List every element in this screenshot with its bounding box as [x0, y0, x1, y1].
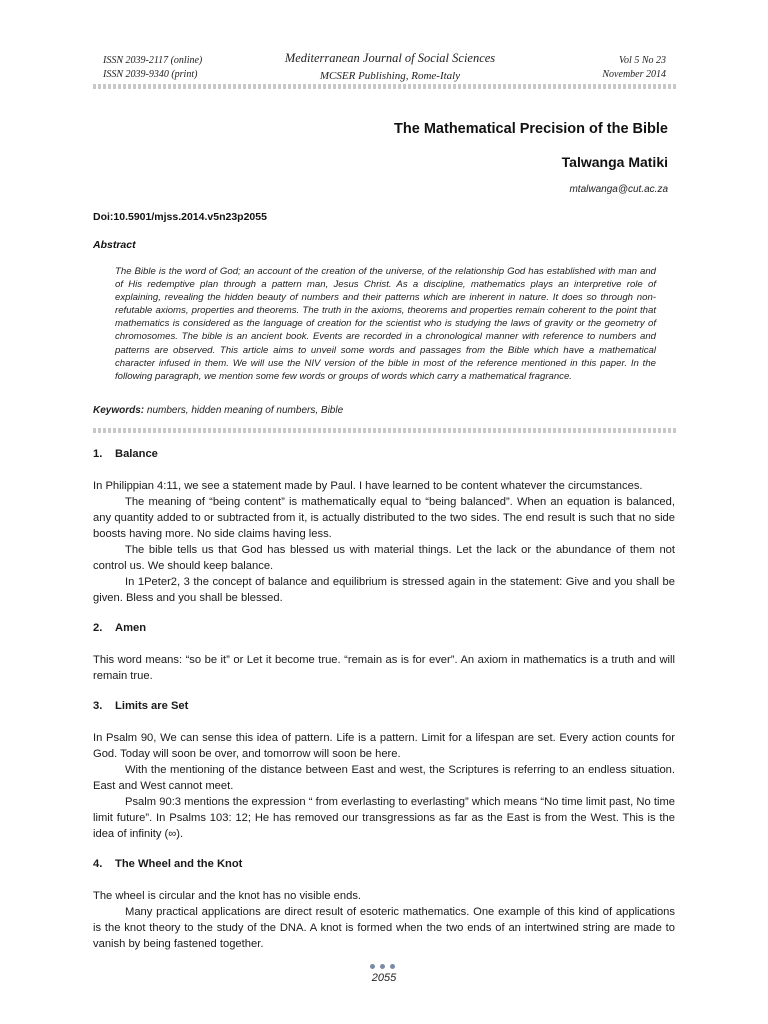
ornament-dot — [380, 964, 385, 969]
section-heading — [93, 856, 675, 872]
section-heading — [93, 698, 675, 714]
article-author: Talwanga Matiki — [561, 154, 668, 170]
abstract-text: The Bible is the word of God; an account of the creation of the universe, of the relationship God has established with man and of His redemptive plan through a pattern man, Jesus Christ. As a discipline, mathematics plays an interpretive role of explaining, revealing the hidden beauty of numbers and their patterns which are inherent in nature. It does so through non-refutable axioms, properties and theorems. The truth in the axioms, theorems and properties remain coherent to the point that mathematics is considered as the language of creation for the scientist who is studying the laws of gravity or the geometry of chromosomes. The bible is an ancient book. Events are recorded in a chronological manner with reference to numbers and patterns are observed. This article aims to unveil some words and passages from the Bible which have a mathematical character infused in them. We will use the NIV version of the bible in most of the reference mentioned in this paper. In the following paragraph, we mention some few words or groups of words which carry a mathematical fragrance. — [115, 266, 656, 382]
section-number: 2. — [93, 622, 103, 634]
article-body — [93, 446, 675, 952]
header-journal — [240, 50, 540, 84]
paragraph: The bible tells us that God has blessed us with material things. Let the lack or the abundance of them not control us. We should keep balance. — [93, 544, 675, 572]
page-ornament — [370, 964, 400, 970]
paragraph: Many practical applications are direct result of esoteric mathematics. One example of this kind of applications is the knot theory to the study of the DNA. A knot is formed when the two ends of an intertwined string are made to vanish by being fastened together. — [93, 906, 675, 950]
keywords-values: numbers, hidden meaning of numbers, Bible — [144, 405, 344, 416]
issue-date: November 2014 — [602, 69, 666, 80]
section-title: Limits are Set — [115, 700, 189, 712]
section-title: Balance — [115, 448, 158, 460]
section-title: Amen — [115, 622, 147, 634]
page-number: 2055 — [371, 972, 397, 984]
section-heading — [93, 620, 675, 636]
paragraph: This word means: “so be it” or Let it become true. “remain as is for ever”. An axiom in mathematics is a truth and will remain true. — [93, 654, 675, 682]
section-heading — [93, 446, 675, 462]
paragraph: Psalm 90:3 mentions the expression “ from everlasting to everlasting” which means “No time limit past, No time limit future”. In Psalms 103: 12; He has removed our transgressions as far as the East is from the West. This is the idea of infinity (∞). — [93, 796, 675, 840]
keywords-label: Keywords: — [93, 405, 145, 416]
section-number: 3. — [93, 700, 103, 712]
journal-name: Mediterranean Journal of Social Sciences — [284, 51, 496, 65]
publisher-name: MCSER Publishing, Rome-Italy — [319, 70, 461, 82]
header-divider — [93, 84, 677, 89]
author-email: mtalwanga@cut.ac.za — [569, 184, 668, 195]
section-number: 1. — [93, 448, 103, 460]
paragraph: The wheel is circular and the knot has no visible ends. — [93, 890, 362, 902]
section-number: 4. — [93, 858, 103, 870]
header-issn — [103, 54, 202, 82]
keywords-line — [93, 405, 343, 416]
header-issue — [602, 54, 666, 82]
paragraph: The meaning of “being content” is mathematically equal to “being balanced”. When an equation is balanced, any quantity added to or subtracted from it, is actually distributed to the two sides. The end result is such that no side boosts having more. No side claims having less. — [93, 496, 675, 540]
paragraph: In Philippian 4:11, we see a statement made by Paul. I have learned to be content whatever the circumstances. — [93, 480, 643, 492]
issn-online: ISSN 2039-2117 (online) — [103, 55, 203, 66]
abstract-heading: Abstract — [93, 239, 136, 251]
paragraph: With the mentioning of the distance between East and west, the Scriptures is referring to an endless situation. East and West cannot meet. — [93, 764, 675, 792]
issn-print: ISSN 2039-9340 (print) — [103, 69, 198, 80]
paragraph: In Psalm 90, We can sense this idea of pattern. Life is a pattern. Limit for a lifespan are set. Every action counts for God. Today will soon be over, and tomorrow will soon be here. — [93, 732, 675, 760]
article-doi: Doi:10.5901/mjss.2014.v5n23p2055 — [93, 211, 267, 223]
volume-number: Vol 5 No 23 — [619, 55, 666, 66]
ornament-dot — [390, 964, 395, 969]
article-title: The Mathematical Precision of the Bible — [394, 121, 668, 137]
abstract-divider — [93, 428, 677, 433]
paragraph: In 1Peter2, 3 the concept of balance and equilibrium is stressed again in the statement: Give and you shall be given. Bless and you shall be blessed. — [93, 576, 675, 604]
section-title: The Wheel and the Knot — [115, 858, 243, 870]
ornament-dot — [370, 964, 375, 969]
